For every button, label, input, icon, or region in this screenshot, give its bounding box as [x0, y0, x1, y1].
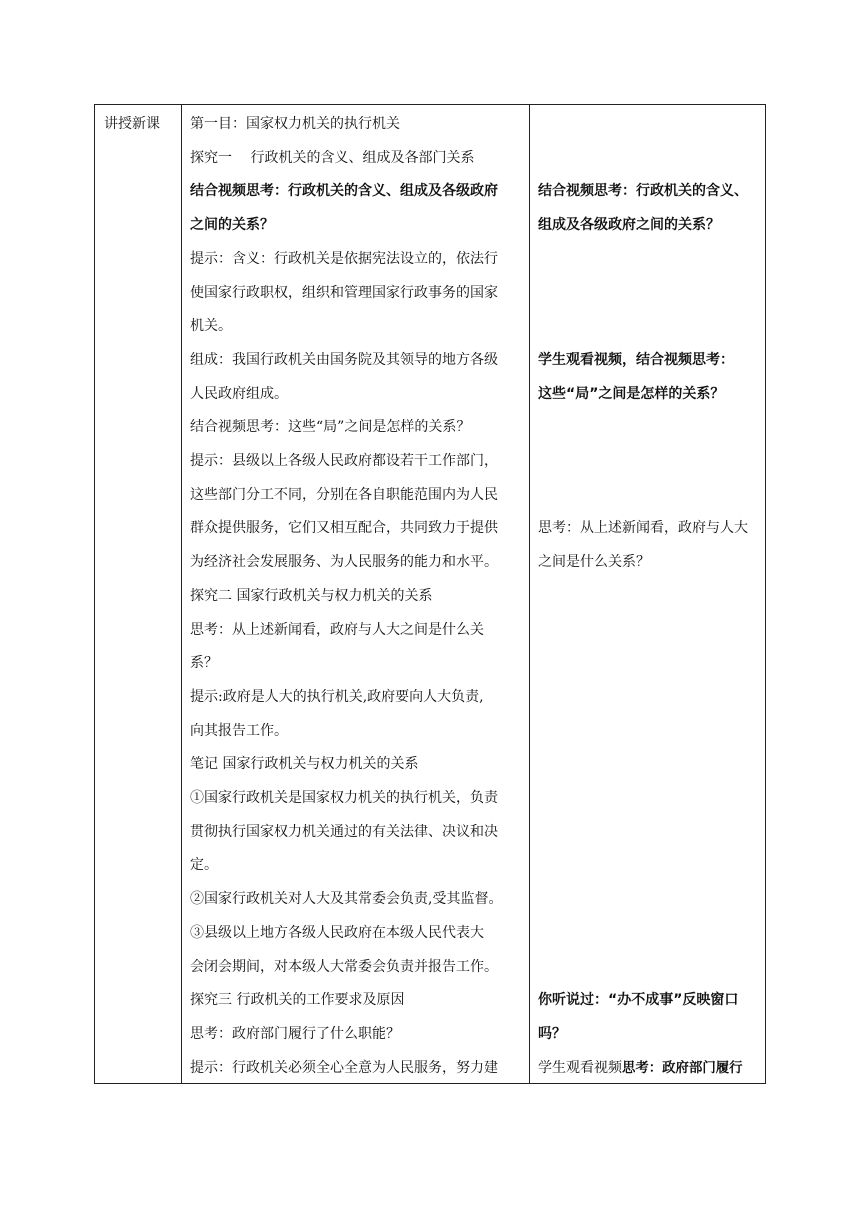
content-line: 机关。: [190, 318, 232, 335]
activity-line: [538, 215, 720, 235]
activity-line: [538, 552, 650, 572]
activity-text: 学生观看视频，结合视频思考：: [538, 351, 734, 368]
activity-line: [538, 181, 748, 201]
content-line: 结合视频思考：这些“局”之间是怎样的关系？: [190, 419, 471, 436]
activity-line: [538, 1058, 743, 1078]
content-line: 群众提供服务，它们又相互配合，共同致力于提供: [190, 520, 498, 537]
activity-text: 这些“局”之间是怎样的关系？: [538, 385, 725, 402]
activity-text: 组成及各级政府之间的关系？: [538, 217, 720, 234]
column-divider: [181, 105, 182, 1083]
activity-line: [538, 384, 724, 404]
lesson-table: [94, 104, 766, 1084]
content-line: 思考：从上述新闻看，政府与人大之间是什么关: [190, 621, 484, 638]
activity-text: 思考：从上述新闻看，政府与人大: [538, 520, 748, 537]
content-line: 使国家行政职权，组织和管理国家行政事务的国家: [190, 284, 498, 301]
content-line: 这些部门分工不同，分别在各自职能范围内为人民: [190, 486, 498, 503]
activity-line: [538, 350, 734, 370]
content-line: 会闭会期间，对本级人大常委会负责并报告工作。: [190, 958, 498, 975]
content-line: 向其报告工作。: [190, 722, 288, 739]
row-label: 讲授新课: [104, 116, 160, 132]
content-line: 结合视频思考：行政机关的含义、组成及各级政府: [190, 183, 498, 200]
activity-text: 结合视频思考：行政机关的含义、: [538, 183, 748, 200]
content-line: 提示：含义：行政机关是依据宪法设立的，依法行: [190, 250, 498, 267]
content-line: 贯彻执行国家权力机关通过的有关法律、决议和决: [190, 823, 498, 840]
activity-text: 学生观看视频: [538, 1059, 622, 1076]
content-line: 第一目：国家权力机关的执行机关: [190, 116, 400, 132]
content-line: 系？: [190, 655, 218, 672]
content-line: 提示：县级以上各级人民政府都设若干工作部门，: [190, 453, 498, 469]
activity-text: 之间是什么关系？: [538, 554, 650, 571]
column-divider: [529, 105, 530, 1083]
content-line: 思考：政府部门履行了什么职能？: [190, 1025, 400, 1042]
content-line: 探究二 国家行政机关与权力机关的关系: [190, 587, 433, 604]
content-line: 定。: [190, 857, 218, 874]
activity-text: 吗？: [538, 1025, 566, 1042]
content-line: 提示：行政机关必须全心全意为人民服务，努力建: [190, 1059, 498, 1076]
activity-text-emphasis: 思考：政府部门履行: [622, 1060, 743, 1076]
activity-text: 你听说过：“办不成事”反映窗口: [538, 992, 739, 1009]
activity-line: [538, 518, 748, 538]
content-line: 组成：我国行政机关由国务院及其领导的地方各级: [190, 351, 498, 368]
content-line: 人民政府组成。: [190, 385, 288, 402]
content-line: 探究一 行政机关的含义、组成及各部门关系: [190, 149, 475, 166]
content-line: 提示:政府是人大的执行机关,政府要向人大负责,: [190, 688, 484, 705]
content-line: 为经济社会发展服务、为人民服务的能力和水平。: [190, 554, 498, 571]
content-line: ③县级以上地方各级人民政府在本级人民代表大: [190, 924, 484, 941]
content-line: 探究三 行政机关的工作要求及原因: [190, 992, 405, 1009]
content-line: ②国家行政机关对人大及其常委会负责,受其监督。: [190, 891, 503, 908]
activity-line: [538, 1024, 566, 1044]
activity-line: [538, 990, 738, 1010]
content-line: ①国家行政机关是国家权力机关的执行机关，负责: [190, 790, 498, 806]
content-line: 之间的关系？: [190, 217, 274, 234]
content-line: 笔记 国家行政机关与权力机关的关系: [190, 756, 419, 773]
